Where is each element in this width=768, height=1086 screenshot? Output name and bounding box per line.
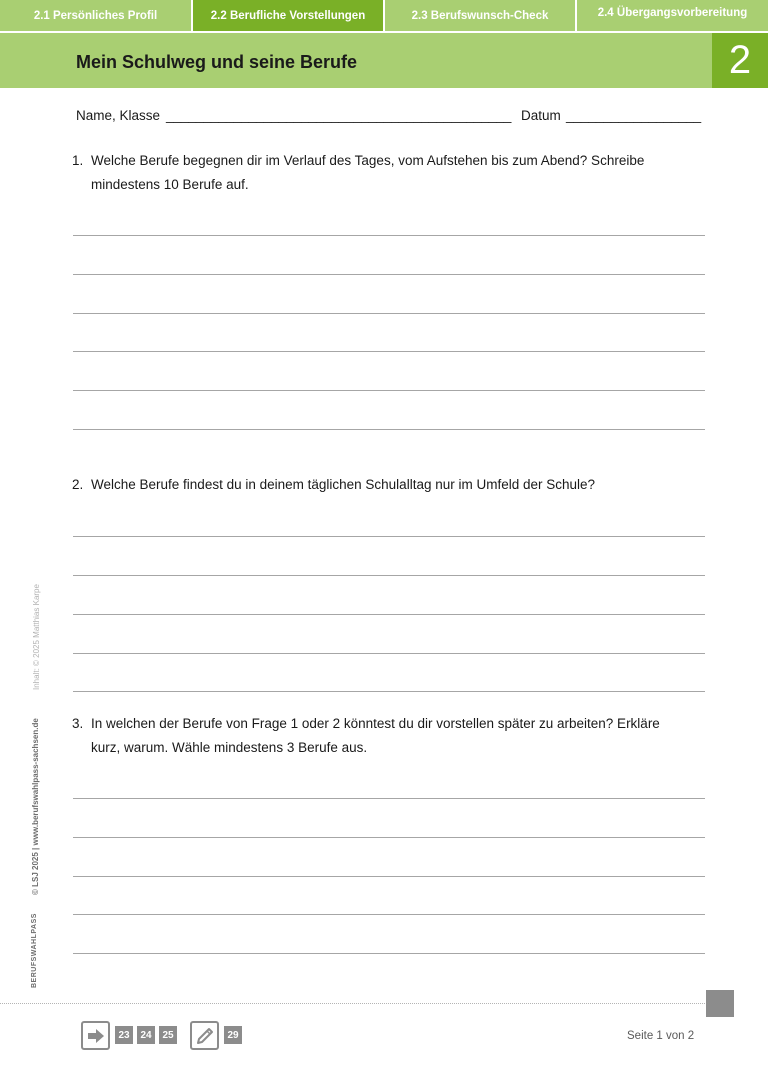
- berufswahlpass-logo: BERUFSWAHLPASS: [31, 913, 38, 988]
- tab-uebergangsvorbereitung[interactable]: 2.4 Übergangsvorbereitung: [577, 0, 768, 31]
- tab-berufswunsch-check[interactable]: 2.3 Berufswunsch-Check: [385, 0, 575, 31]
- answer-line[interactable]: [73, 953, 705, 954]
- copyright-url: © LSJ 2025 | www.berufswahlpass-sachsen.de: [31, 718, 40, 895]
- answer-line[interactable]: [73, 691, 705, 692]
- tab-persoenliches-profil[interactable]: 2.1 Persönliches Profil: [0, 0, 191, 31]
- tab-berufliche-vorstellungen[interactable]: 2.2 Berufliche Vorstellungen: [193, 0, 383, 31]
- reference-arrow-icon[interactable]: [81, 1021, 110, 1050]
- question-1-text: Welche Berufe begegnen dir im Verlauf des Tages, vom Aufstehen bis zum Abend? Schreibe mindestens 10 Berufe auf.: [91, 153, 645, 192]
- reference-page-23[interactable]: 23: [115, 1026, 133, 1044]
- section-tabs: [0, 0, 768, 31]
- answer-line[interactable]: [73, 536, 705, 537]
- name-class-field[interactable]: ______________________________________________: [166, 108, 512, 123]
- answer-line[interactable]: [73, 798, 705, 799]
- answer-line[interactable]: [73, 837, 705, 838]
- answer-line[interactable]: [73, 313, 705, 314]
- question-2-number: 2.: [72, 477, 84, 492]
- answer-line[interactable]: [73, 429, 705, 430]
- name-class-label: Name, Klasse: [76, 108, 161, 123]
- reference-page-24[interactable]: 24: [137, 1026, 155, 1044]
- answer-line[interactable]: [73, 876, 705, 877]
- footer-divider: [0, 1003, 705, 1004]
- page-marker: [706, 990, 734, 1017]
- date-field[interactable]: __________________: [566, 108, 702, 123]
- answer-line[interactable]: [73, 274, 705, 275]
- answer-line[interactable]: [73, 390, 705, 391]
- question-1: [72, 149, 692, 197]
- page-title: Mein Schulweg und seine Berufe: [76, 52, 358, 72]
- answer-line[interactable]: [73, 653, 705, 654]
- answer-line[interactable]: [73, 914, 705, 915]
- answer-line[interactable]: [73, 351, 705, 352]
- pencil-icon[interactable]: [190, 1021, 219, 1050]
- reference-page-25[interactable]: 25: [159, 1026, 177, 1044]
- answer-line[interactable]: [73, 235, 705, 236]
- answer-line[interactable]: [73, 614, 705, 615]
- question-1-number: 1.: [72, 153, 84, 168]
- page-number: Seite 1 von 2: [627, 1030, 695, 1042]
- exercise-page-29[interactable]: 29: [224, 1026, 242, 1044]
- chapter-number: 2: [712, 33, 768, 88]
- question-3: [72, 712, 692, 760]
- question-3-number: 3.: [72, 716, 84, 731]
- question-3-text: In welchen der Berufe von Frage 1 oder 2 könntest du dir vorstellen später zu arbeiten? Erkläre kurz, warum. Wähle mindestens 3 Berufe aus.: [91, 716, 660, 755]
- date-label: Datum: [521, 108, 561, 123]
- content-credit: Inhalt: © 2025 Matthias Karpe: [32, 584, 41, 690]
- answer-line[interactable]: [73, 575, 705, 576]
- question-2: [72, 473, 692, 497]
- question-2-text: Welche Berufe findest du in deinem täglichen Schulalltag nur im Umfeld der Schule?: [91, 477, 596, 492]
